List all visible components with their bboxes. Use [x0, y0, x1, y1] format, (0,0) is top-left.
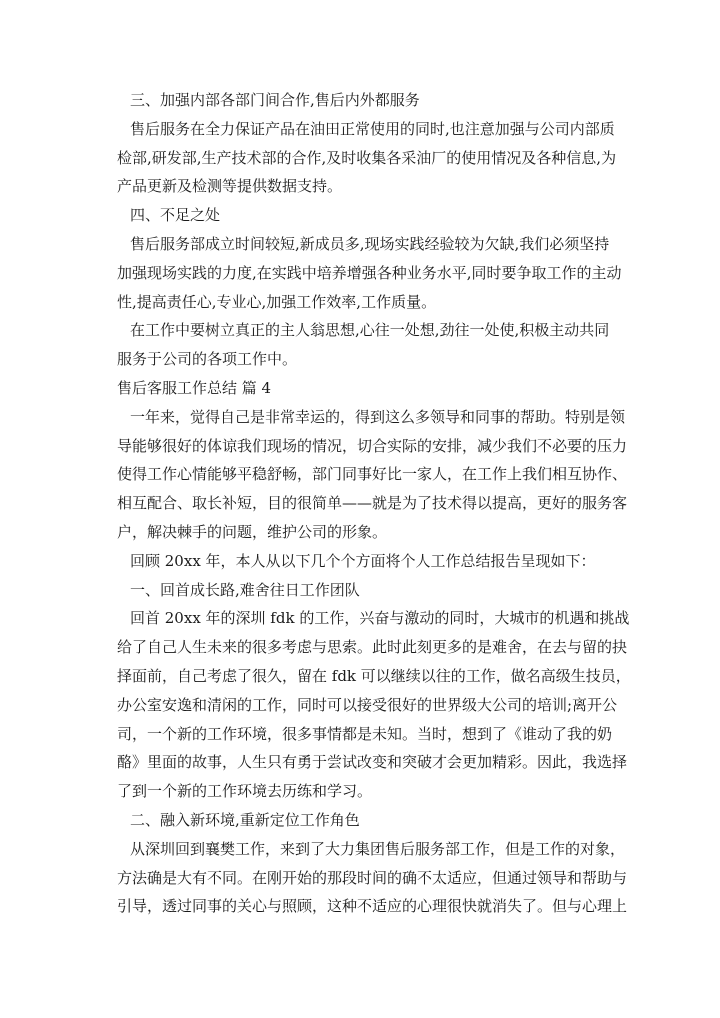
text-line: 户，解决棘手的问题，维护公司的形象。 [117, 522, 388, 541]
text-line: 从深圳回到襄樊工作，来到了大力集团售后服务部工作，但是工作的对象， [130, 839, 626, 858]
text-line: 回顾 20xx 年，本人从以下几个个方面将个人工作总结报告呈现如下： [130, 551, 596, 570]
text-line: 性,提高责任心,专业心,加强工作效率,工作质量。 [117, 292, 437, 311]
text-line: 引导，透过同事的关心与照顾，这种不适应的心理很快就消失了。但与心理上 [117, 897, 628, 916]
text-line: 一年来，觉得自己是非常幸运的，得到这么多领导和同事的帮助。特别是领 [130, 407, 626, 426]
text-line: 使得工作心情能够平稳舒畅，部门同事好比一家人，在工作上我们相互协作、 [117, 465, 628, 484]
text-line: 售后服务部成立时间较短,新成员多,现场实践经验较为欠缺,我们必须坚持 [130, 234, 610, 253]
text-line: 服务于公司的各项工作中。 [117, 350, 298, 369]
text-line: 回首 20xx 年的深圳 fdk 的工作，兴奋与激动的同时，大城市的机遇和挑战 [130, 609, 630, 628]
text-line: 三、加强内部各部门间合作,售后内外都服务 [130, 91, 420, 109]
text-line: 择面前，自己考虑了很久，留在 fdk 可以继续以往的工作，做名高级生技员， [117, 666, 631, 685]
text-line: 导能够很好的体谅我们现场的情况，切合实际的安排，减少我们不必要的压力 [117, 436, 628, 455]
text-line: 了到一个新的工作环境去历练和学习。 [117, 782, 373, 801]
text-line: 办公室安逸和清闲的工作，同时可以接受很好的世界级大公司的培训;离开公 [117, 695, 618, 714]
text-line: 一、回首成长路,难舍往日工作团队 [130, 580, 360, 599]
text-line: 产品更新及检测等提供数据支持。 [117, 177, 343, 196]
text-line: 四、不足之处 [130, 206, 221, 225]
text-line: 方法确是大有不同。在刚开始的那段时间的确不太适应，但通过领导和帮助与 [117, 868, 628, 887]
text-line: 司，一个新的工作环境，很多事情都是未知。当时，想到了《谁动了我的奶 [117, 724, 613, 743]
text-line: 相互配合、取长补短，目的很简单——就是为了技术得以提高，更好的服务客 [117, 494, 628, 513]
text-line: 在工作中要树立真正的主人翁思想,心往一处想,劲往一处使,积极主动共同 [130, 321, 610, 340]
text-line: 售后服务在全力保证产品在油田正常使用的同时,也注意加强与公司内部质 [130, 119, 615, 138]
text-line: 给了自己人生未来的很多考虑与思索。此时此刻更多的是难舍，在去与留的抉 [117, 638, 628, 657]
text-line: 检部,研发部,生产技术部的合作,及时收集各采油厂的使用情况及各种信息,为 [117, 148, 617, 167]
text-line: 酪》里面的故事，人生只有勇于尝试改变和突破才会更加精彩。因此，我选择 [117, 753, 628, 772]
document-body [117, 86, 631, 921]
text-line: 售后客服工作总结 篇 4 [117, 378, 272, 397]
text-line: 二、融入新环境,重新定位工作角色 [130, 810, 360, 829]
text-line: 加强现场实践的力度,在实践中培养增强各种业务水平,同时要争取工作的主动 [117, 263, 622, 282]
